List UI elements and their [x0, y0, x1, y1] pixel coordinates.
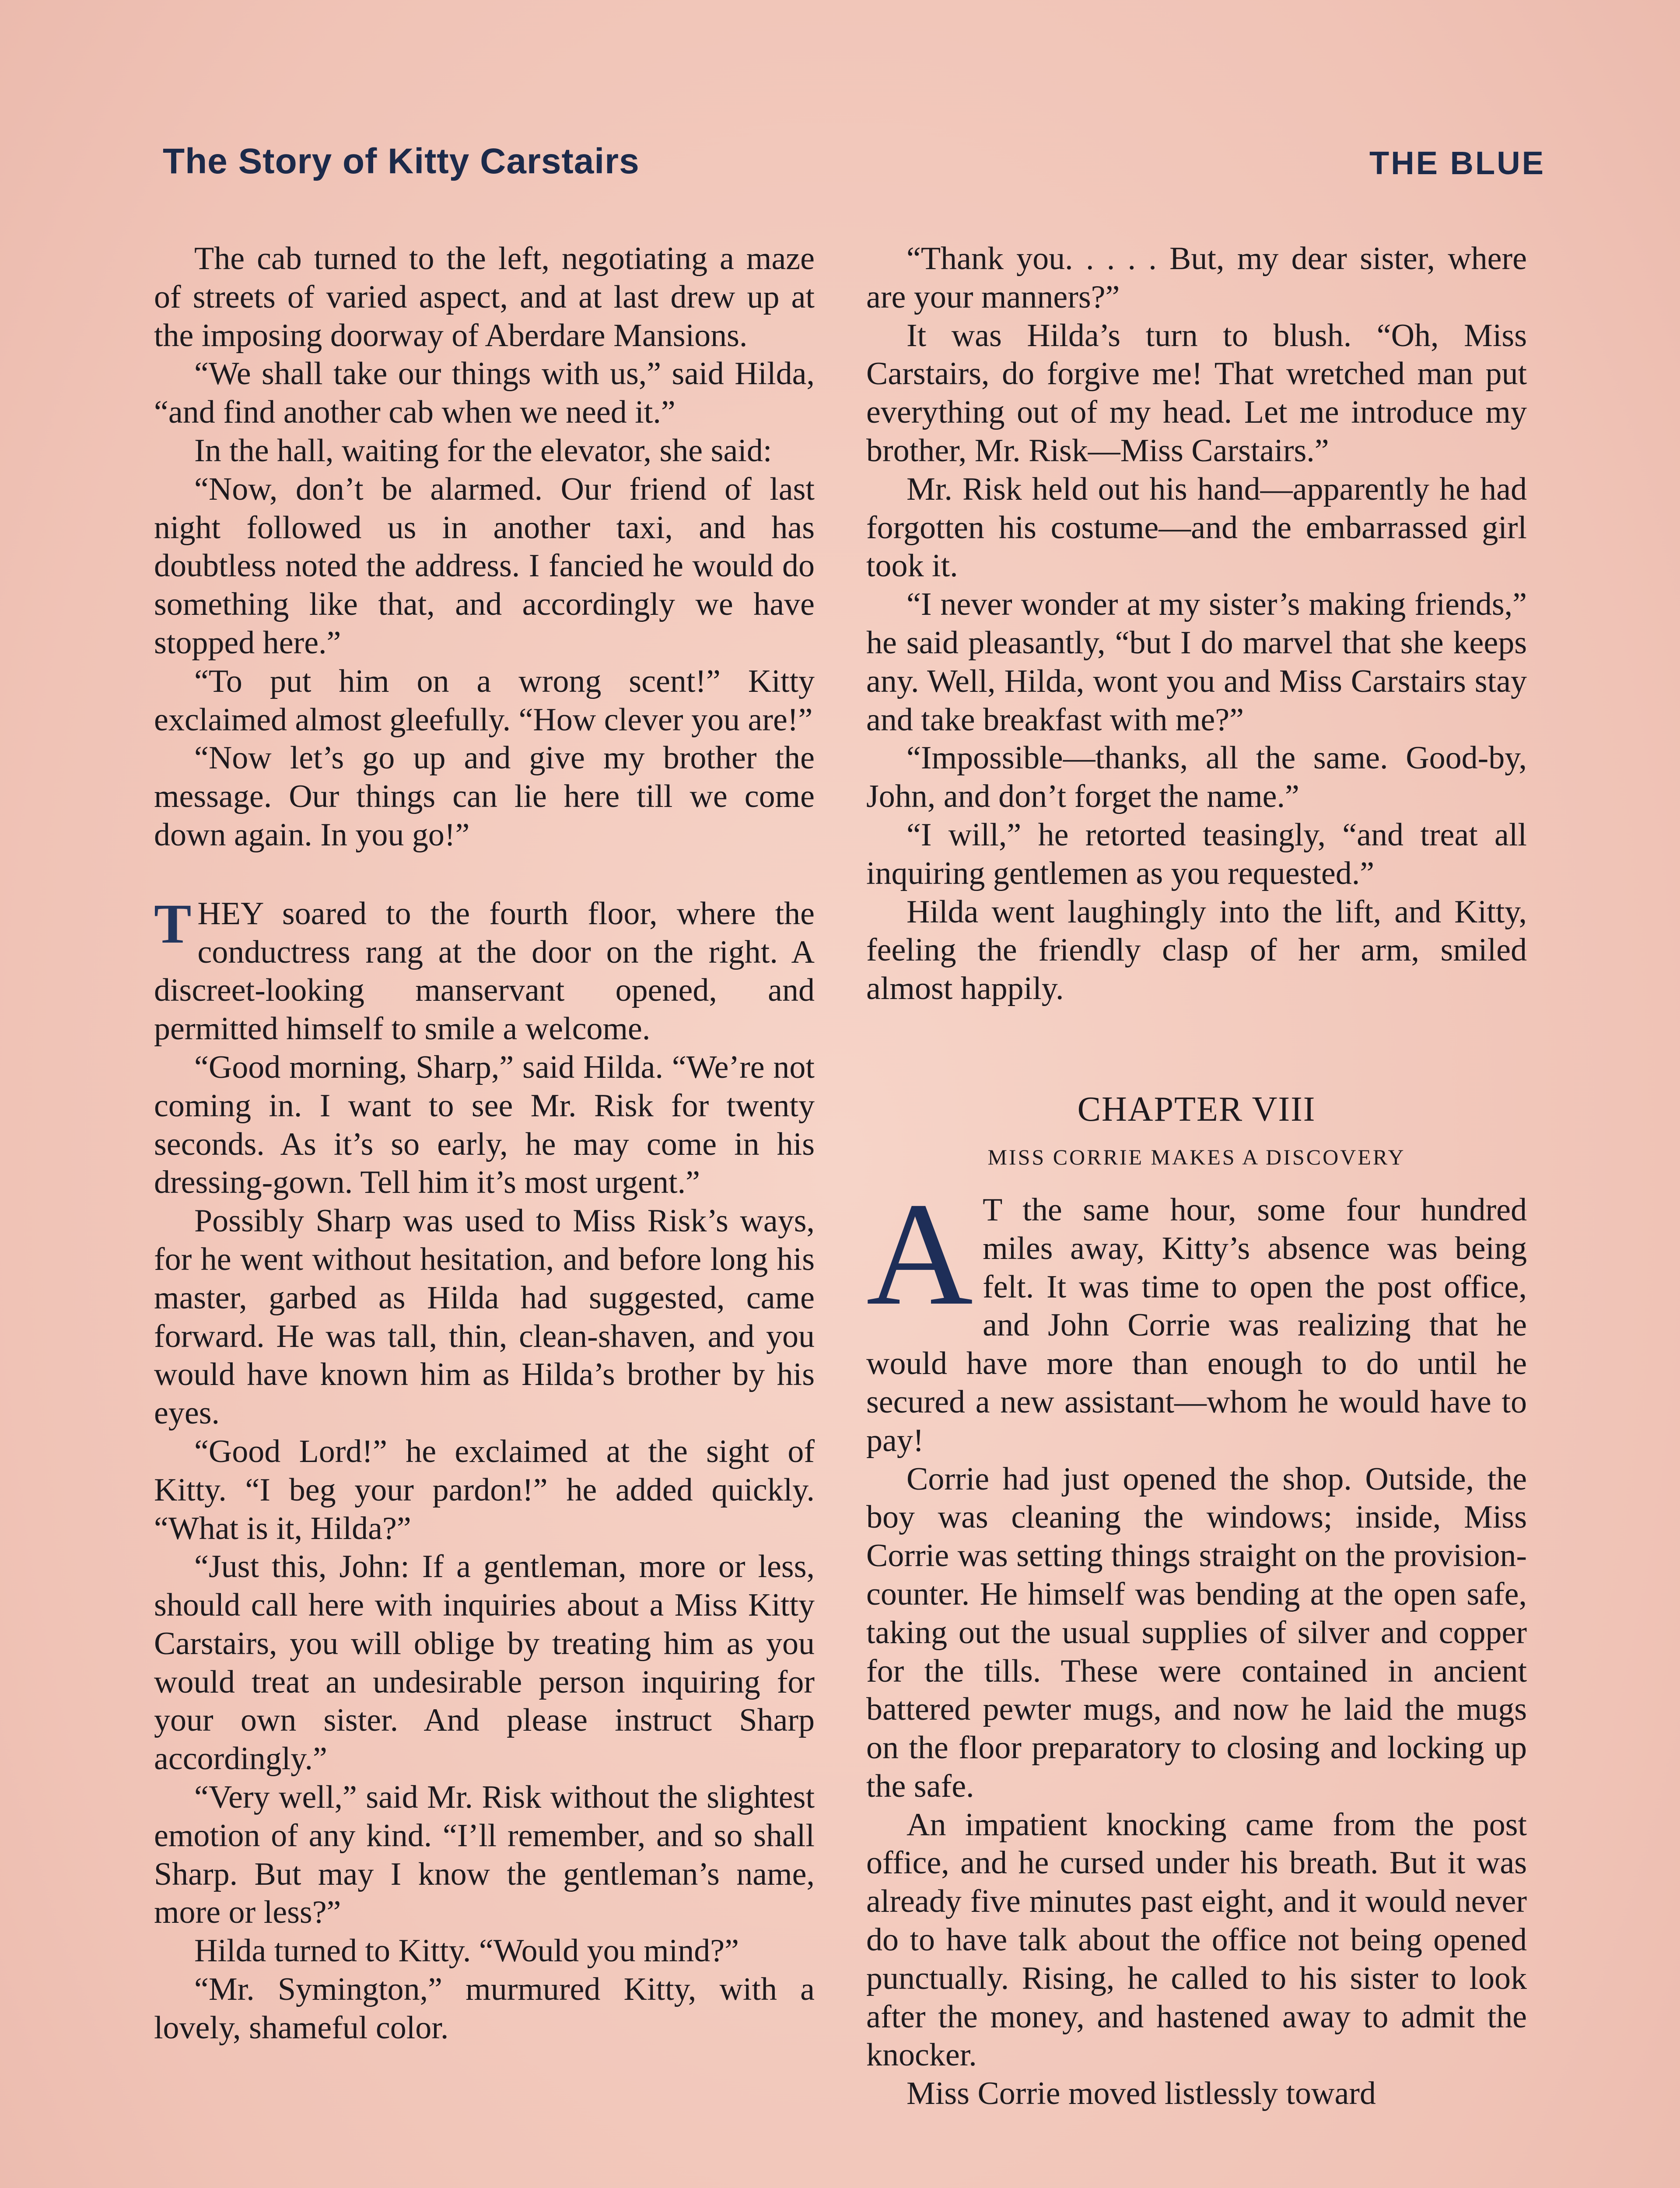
- magazine-name: THE BLUE: [1369, 145, 1545, 181]
- paragraph: An impatient knocking came from the post office, and he cursed under his breath. But it was already five minutes past eight, and it would never do to have talk about the office not being opened punctually. Rising, he called to his sister to look after the money, and hastened away to admit the knocker.: [866, 1806, 1527, 2073]
- paragraph: Hilda went laughingly into the lift, and Kitty, feeling the friendly clasp of her arm, smiled almost happily.: [866, 894, 1527, 1007]
- paragraph: “Thank you. . . . . But, my dear sister, where are your manners?”: [866, 241, 1527, 315]
- left-column: [154, 240, 815, 2048]
- paragraph: “Now let’s go up and give my brother the message. Our things can lie here till we come down again. In you go!”: [154, 740, 815, 853]
- paragraph: “Mr. Symington,” murmured Kitty, with a lovely, shameful color.: [154, 1971, 815, 2046]
- paragraph: “Good Lord!” he exclaimed at the sight of Kitty. “I beg your pardon!” he added quickly. “What is it, Hilda?”: [154, 1433, 815, 1546]
- paragraph: Hilda turned to Kitty. “Would you mind?”: [194, 1933, 739, 1969]
- paragraph: “I will,” he retorted teasingly, “and treat all inquiring gentlemen as you requested.”: [866, 817, 1527, 891]
- paragraph: “Very well,” said Mr. Risk without the slightest emotion of any kind. “I’ll remember, and so shall Sharp. But may I know the gentleman’s name, more or less?”: [154, 1779, 815, 1931]
- running-title: The Story of Kitty Carstairs: [163, 141, 640, 181]
- paragraph: “Impossible—thanks, all the same. Good-by, John, and don’t forget the name.”: [866, 740, 1527, 815]
- paragraph: “Now, don’t be alarmed. Our friend of last night followed us in another taxi, and has doubtless noted the address. I fancied he would do something like that, and accordingly we have stopped here.”: [154, 471, 815, 661]
- paragraph-text: HEY soared to the fourth floor, where the conductress rang at the door on the right. A discreet-looking manservant opened, and permitted himself to smile a welcome.: [154, 895, 815, 1047]
- paragraph: It was Hilda’s turn to blush. “Oh, Miss Carstairs, do forgive me! That wretched man put everything out of my head. Let me introduce my brother, Mr. Risk—Miss Carstairs.”: [866, 317, 1527, 469]
- drop-cap: A: [866, 1172, 973, 1336]
- paragraph: “We shall take our things with us,” said Hilda, “and find another cab when we need it.”: [154, 356, 815, 431]
- paragraph: “To put him on a wrong scent!” Kitty exclaimed almost gleefully. “How clever you are!”: [154, 663, 815, 738]
- paragraph: “I never wonder at my sister’s making friends,” he said pleasantly, “but I do marvel that she keeps any. Well, Hilda, wont you and Miss Carstairs stay and take breakfast with me?”: [866, 586, 1527, 738]
- right-column: [866, 240, 1527, 2113]
- paragraph: The cab turned to the left, negotiating a maze of streets of varied aspect, and at last drew up at the imposing doorway of Aberdare Mansions.: [154, 241, 815, 354]
- paragraph: Mr. Risk held out his hand—apparently he had forgotten his costume—and the embarrassed girl took it.: [866, 471, 1527, 584]
- chapter-opening-paragraph: [866, 1172, 1527, 1460]
- chapter-title: CHAPTER VIII: [1077, 1090, 1316, 1129]
- paragraph: “Good morning, Sharp,” said Hilda. “We’re not coming in. I want to see Mr. Risk for twenty seconds. As it’s so early, he may come in his dressing-gown. Tell him it’s most urgent.”: [154, 1049, 815, 1201]
- paragraph-text: T the same hour, some four hundred miles away, Kitty’s absence was being felt. It was time to open the post office, and John Corrie was realizing that he would have more than enough to do until he secured a new assistant—whom he would have to pay!: [866, 1192, 1527, 1459]
- chapter-subtitle: MISS CORRIE MAKES A DISCOVERY: [987, 1144, 1406, 1169]
- drop-cap: T: [154, 892, 192, 955]
- paragraph: In the hall, waiting for the elevator, she said:: [194, 432, 772, 469]
- paragraph: “Just this, John: If a gentleman, more or less, should call here with inquiries about a Miss Kitty Carstairs, you will oblige by treating him as you would treat an undesirable person inquiring for your own sister. And please instruct Sharp accordingly.”: [154, 1549, 815, 1777]
- paragraph: Possibly Sharp was used to Miss Risk’s ways, for he went without hesitation, and before long his master, garbed as Hilda had suggested, came forward. He was tall, thin, clean-shaven, and you would have known him as Hilda’s brother by his eyes.: [154, 1203, 815, 1431]
- paragraph: Corrie had just opened the shop. Outside, the boy was cleaning the windows; inside, Miss Corrie was setting things straight on the provision-counter. He himself was bending at the open safe, taking out the usual supplies of silver and copper for the tills. These were contained in ancient battered pewter mugs, and now he laid the mugs on the floor preparatory to closing and locking up the safe.: [866, 1461, 1527, 1804]
- paragraph: Miss Corrie moved listlessly toward: [906, 2076, 1376, 2112]
- section-paragraph: [154, 892, 815, 1048]
